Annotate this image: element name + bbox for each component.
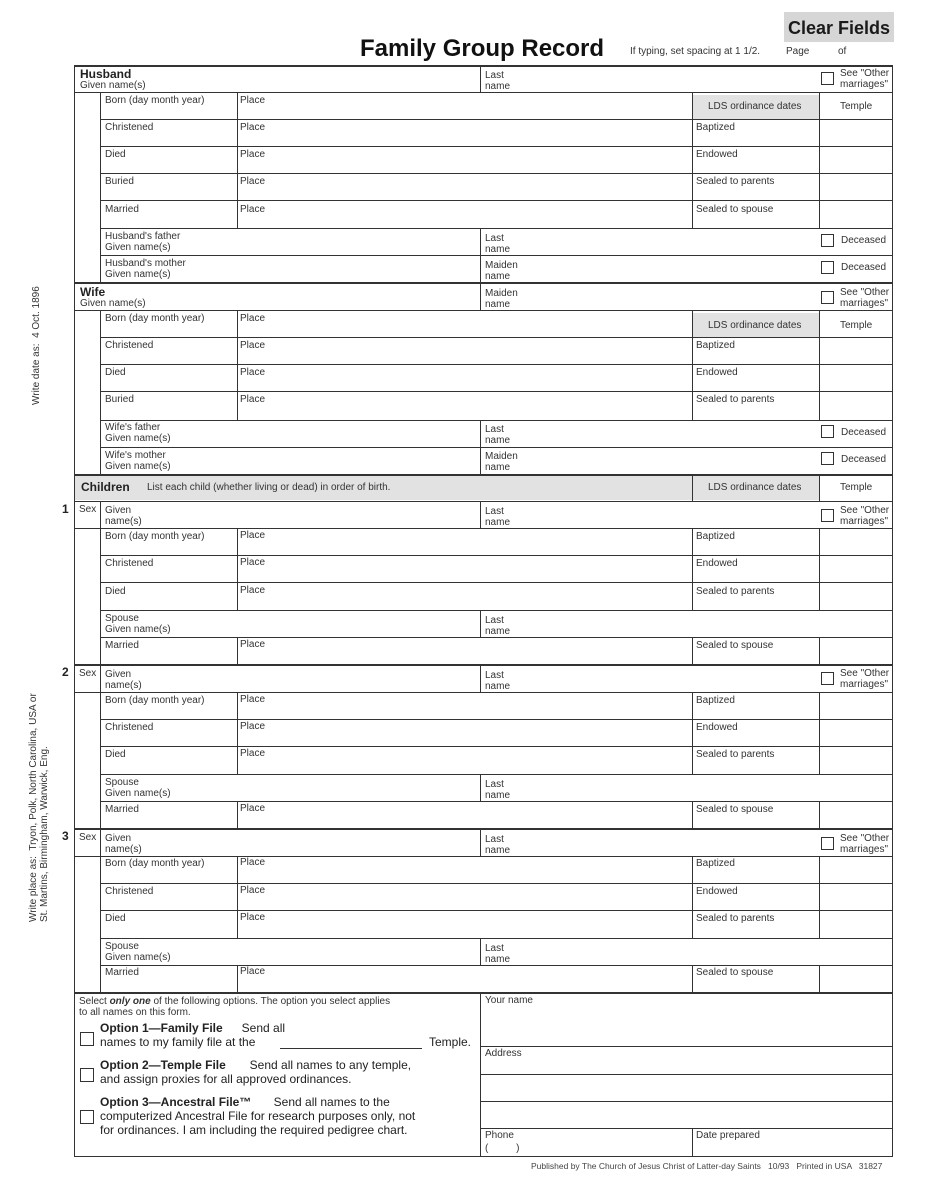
children-temple-label: Temple bbox=[840, 482, 873, 493]
child-2-christened-label: Christened bbox=[105, 722, 154, 733]
husband-name-divider bbox=[480, 66, 481, 92]
child-1-other-marriages-label: See "Other marriages" bbox=[840, 505, 890, 527]
children-heading: Children bbox=[81, 480, 130, 494]
child-1-born-label: Born (day month year) bbox=[105, 531, 205, 542]
child-2-spouse-label: Spouse Given name(s) bbox=[105, 777, 171, 799]
wife-other-marriages-checkbox[interactable] bbox=[821, 291, 834, 304]
child-3-baptized-label: Baptized bbox=[696, 858, 735, 869]
child-3-row2-line bbox=[100, 910, 892, 911]
child-1-given-label: Given name(s) bbox=[105, 505, 142, 527]
child-3-married-label: Married bbox=[105, 967, 139, 978]
children-instruction: List each child (whether living or dead) in order of birth. bbox=[147, 482, 391, 493]
child-3-ord-divider bbox=[692, 856, 693, 938]
child-3-married-divider bbox=[237, 965, 238, 992]
child-1-row3-line bbox=[100, 610, 892, 611]
child-3-died-place: Place bbox=[240, 912, 266, 923]
child-3-other-marriages-checkbox[interactable] bbox=[821, 837, 834, 850]
husband-buried-place: Place bbox=[240, 176, 266, 187]
child-1-baptized-label: Baptized bbox=[696, 531, 735, 542]
husband-temple-divider bbox=[819, 92, 820, 228]
child-1-temple-divider bbox=[819, 528, 820, 610]
child-2-baptized-label: Baptized bbox=[696, 695, 735, 706]
husband-buried-label: Buried bbox=[105, 176, 134, 187]
husband-row5-line bbox=[100, 228, 892, 229]
child-3-sealed-spouse-label: Sealed to spouse bbox=[696, 967, 774, 978]
wife-born-place: Place bbox=[240, 313, 266, 324]
your-name-label: Your name bbox=[485, 995, 533, 1006]
child-2-row2-line bbox=[100, 746, 892, 747]
child-3-spouse-label: Spouse Given name(s) bbox=[105, 941, 171, 963]
wife-buried-label: Buried bbox=[105, 394, 134, 405]
wife-mother-deceased-checkbox[interactable] bbox=[821, 452, 834, 465]
wife-father-last-label: Last name bbox=[485, 424, 511, 446]
child-2-last-label: Last name bbox=[485, 670, 511, 692]
child-1-died-place: Place bbox=[240, 585, 266, 596]
page-title: Family Group Record bbox=[360, 35, 605, 62]
option-3-checkbox[interactable] bbox=[80, 1110, 94, 1124]
husband-christened-place: Place bbox=[240, 122, 266, 133]
wife-baptized-label: Baptized bbox=[696, 340, 735, 351]
husband-given-label: Given name(s) bbox=[80, 80, 146, 91]
child-2-married-ord-divider bbox=[692, 801, 693, 828]
husband-row4-line bbox=[100, 200, 892, 201]
wife-father-deceased-label: Deceased bbox=[841, 427, 887, 438]
child-3-married-ord-divider bbox=[692, 965, 693, 992]
husband-sealed-spouse-label: Sealed to spouse bbox=[696, 204, 774, 215]
option-3-text-b: computerized Ancestral File for research purposes only, not bbox=[100, 1109, 416, 1123]
child-1-row2-line bbox=[100, 582, 892, 583]
husband-baptized-label: Baptized bbox=[696, 122, 735, 133]
child-2-name-divider bbox=[480, 665, 481, 692]
child-3-sex-label: Sex bbox=[79, 832, 97, 843]
option-3-title: Option 3—Ancestral File™ bbox=[100, 1095, 252, 1109]
husband-mother-deceased-checkbox[interactable] bbox=[821, 261, 834, 274]
child-2-bottom bbox=[74, 828, 892, 830]
child-2-married-temple-divider bbox=[819, 801, 820, 828]
child-1-died-label: Died bbox=[105, 586, 126, 597]
option-1-text-b: names to my family file at the bbox=[100, 1035, 256, 1049]
date-format-note: Write date as: 4 Oct. 1896 bbox=[31, 286, 42, 405]
child-1-born-place: Place bbox=[240, 530, 266, 541]
child-3-spouse-line bbox=[100, 965, 892, 966]
wife-buried-place: Place bbox=[240, 394, 266, 405]
husband-born-label: Born (day month year) bbox=[105, 95, 205, 106]
husband-given-field[interactable] bbox=[150, 67, 478, 89]
husband-last-field[interactable] bbox=[515, 67, 810, 89]
child-2-spouse-last-label: Last name bbox=[485, 779, 511, 801]
wife-mother-label: Wife's mother Given name(s) bbox=[105, 450, 171, 472]
option-2-text-a: Send all names to any temple, bbox=[243, 1058, 412, 1072]
wife-event-divider bbox=[237, 310, 238, 420]
child-3-temple-divider bbox=[819, 856, 820, 938]
child-1-spouse-divider bbox=[480, 610, 481, 637]
wife-lds-dates: LDS ordinance dates bbox=[708, 320, 802, 331]
husband-married-label: Married bbox=[105, 204, 139, 215]
husband-row2-line bbox=[100, 146, 892, 147]
child-2-died-place: Place bbox=[240, 748, 266, 759]
child-1-christened-label: Christened bbox=[105, 558, 154, 569]
contact-line-2 bbox=[480, 1074, 892, 1075]
page-label: Page bbox=[786, 46, 810, 57]
child-1-row1-line bbox=[100, 555, 892, 556]
child-2-ord-divider bbox=[692, 692, 693, 774]
wife-name-divider bbox=[480, 283, 481, 310]
child-3-event-divider bbox=[237, 856, 238, 938]
child-1-married-label: Married bbox=[105, 640, 139, 651]
child-1-event-divider bbox=[237, 528, 238, 610]
child-2-born-label: Born (day month year) bbox=[105, 695, 205, 706]
husband-father-label: Husband's father Given name(s) bbox=[105, 231, 181, 253]
address-field[interactable] bbox=[481, 1060, 891, 1126]
child-2-married-divider bbox=[237, 801, 238, 828]
child-2-sex-label: Sex bbox=[79, 668, 97, 679]
husband-endowed-label: Endowed bbox=[696, 149, 738, 160]
husband-other-marriages-label: See "Other marriages" bbox=[840, 68, 890, 90]
clear-fields-label: Clear Fields bbox=[788, 18, 891, 38]
child-3-born-place: Place bbox=[240, 857, 266, 868]
child-1-name-divider bbox=[480, 501, 481, 528]
wife-row4-line bbox=[100, 420, 892, 421]
husband-mother-maiden-label: Maiden name bbox=[485, 260, 518, 282]
husband-name-bottom bbox=[74, 92, 892, 93]
frame-bottom bbox=[74, 1156, 892, 1157]
children-lds-dates: LDS ordinance dates bbox=[708, 482, 802, 493]
husband-heading: Husband bbox=[80, 67, 132, 81]
husband-born-place: Place bbox=[240, 95, 266, 106]
wife-died-place: Place bbox=[240, 367, 266, 378]
child-2-other-marriages-label: See "Other marriages" bbox=[840, 668, 890, 690]
children-header-ord-divider bbox=[692, 475, 693, 501]
wife-row2-line bbox=[100, 364, 892, 365]
contact-line-3 bbox=[480, 1101, 892, 1102]
child-1-other-marriages-checkbox[interactable] bbox=[821, 509, 834, 522]
option-2-title: Option 2—Temple File bbox=[100, 1058, 226, 1072]
husband-row3-line bbox=[100, 173, 892, 174]
phone-date-divider bbox=[692, 1128, 693, 1156]
child-3-died-label: Died bbox=[105, 913, 126, 924]
wife-temple-label: Temple bbox=[840, 320, 873, 331]
child-2-christened-place: Place bbox=[240, 721, 266, 732]
child-2-other-marriages-checkbox[interactable] bbox=[821, 672, 834, 685]
child-1-ord-divider bbox=[692, 528, 693, 610]
husband-sealed-parents-label: Sealed to parents bbox=[696, 176, 775, 187]
child-1-spouse-label: Spouse Given name(s) bbox=[105, 613, 171, 635]
contact-line-4 bbox=[480, 1128, 892, 1129]
wife-christened-label: Christened bbox=[105, 340, 154, 351]
husband-lds-dates: LDS ordinance dates bbox=[708, 101, 802, 112]
child-3-spouse-last-label: Last name bbox=[485, 943, 511, 965]
husband-father-last-label: Last name bbox=[485, 233, 511, 255]
husband-event-divider bbox=[237, 92, 238, 228]
option-1-text-a: Send all bbox=[235, 1021, 286, 1035]
child-2-married-label: Married bbox=[105, 804, 139, 815]
child-1-spouse-line bbox=[100, 637, 892, 638]
wife-mother-deceased-label: Deceased bbox=[841, 454, 887, 465]
child-1-name-line bbox=[74, 528, 892, 529]
option-3-text-a: Send all names to the bbox=[267, 1095, 390, 1109]
child-2-married-place: Place bbox=[240, 803, 266, 814]
husband-mother-deceased-label: Deceased bbox=[841, 262, 887, 273]
husband-mother-label: Husband's mother Given name(s) bbox=[105, 258, 186, 280]
of-label: of bbox=[838, 46, 847, 57]
child-2-born-place: Place bbox=[240, 694, 266, 705]
wife-heading: Wife bbox=[80, 285, 106, 299]
option-1-temple-label: Temple. bbox=[429, 1035, 472, 1049]
husband-christened-label: Christened bbox=[105, 122, 154, 133]
phone-area-code[interactable]: ( ) bbox=[485, 1143, 520, 1154]
option-3-text-c: for ordinances. I am including the required pedigree chart. bbox=[100, 1123, 408, 1137]
child-2-event-divider bbox=[237, 692, 238, 774]
child-2-spouse-line bbox=[100, 801, 892, 802]
husband-father-deceased-label: Deceased bbox=[841, 235, 887, 246]
child-1-number: 1 bbox=[62, 502, 69, 516]
child-3-bottom bbox=[74, 992, 892, 994]
children-header-temple-divider bbox=[819, 475, 820, 501]
husband-father-line bbox=[100, 255, 892, 256]
typing-note: If typing, set spacing at 1 1/2. bbox=[630, 46, 761, 57]
child-2-name-line bbox=[74, 692, 892, 693]
husband-section-bottom bbox=[74, 282, 892, 284]
husband-died-place: Place bbox=[240, 149, 266, 160]
child-2-row3-line bbox=[100, 774, 892, 775]
child-3-married-temple-divider bbox=[819, 965, 820, 992]
wife-row3-line bbox=[100, 391, 892, 392]
date-prepared-label: Date prepared bbox=[696, 1130, 760, 1141]
contact-line-1 bbox=[480, 1046, 892, 1047]
child-1-bottom bbox=[74, 664, 892, 666]
husband-row1-line bbox=[100, 119, 892, 120]
child-3-last-label: Last name bbox=[485, 834, 511, 856]
husband-married-place: Place bbox=[240, 204, 266, 215]
options-intro: Select only one of the following options. The option you select applies to all names on this form. bbox=[79, 996, 391, 1018]
child-3-christened-place: Place bbox=[240, 885, 266, 896]
husband-last-label: Last name bbox=[485, 70, 511, 92]
child-3-row1-line bbox=[100, 883, 892, 884]
husband-died-label: Died bbox=[105, 149, 126, 160]
wife-row1-line bbox=[100, 337, 892, 338]
child-3-spouse-divider bbox=[480, 938, 481, 965]
husband-father-deceased-checkbox[interactable] bbox=[821, 234, 834, 247]
child-1-christened-place: Place bbox=[240, 557, 266, 568]
child-1-sealed-parents-label: Sealed to parents bbox=[696, 586, 775, 597]
child-2-row1-line bbox=[100, 719, 892, 720]
child-2-number: 2 bbox=[62, 665, 69, 679]
child-2-sealed-spouse-label: Sealed to spouse bbox=[696, 804, 774, 815]
wife-maiden-label: Maiden name bbox=[485, 288, 518, 310]
wife-father-label: Wife's father Given name(s) bbox=[105, 422, 171, 444]
child-1-spouse-last-label: Last name bbox=[485, 615, 511, 637]
child-2-sealed-parents-label: Sealed to parents bbox=[696, 749, 775, 760]
child-3-endowed-label: Endowed bbox=[696, 886, 738, 897]
place-format-note: Write place as: Tryon, Polk, North Carolina, USA or St. Martins, Birmingham, Warwick, Eng. bbox=[28, 693, 50, 922]
wife-sealed-parents-label: Sealed to parents bbox=[696, 394, 775, 405]
child-1-married-place: Place bbox=[240, 639, 266, 650]
child-3-born-label: Born (day month year) bbox=[105, 858, 205, 869]
frame-right bbox=[892, 65, 893, 1157]
address-label: Address bbox=[485, 1048, 522, 1059]
husband-other-marriages-checkbox[interactable] bbox=[821, 72, 834, 85]
child-3-christened-label: Christened bbox=[105, 886, 154, 897]
child-2-died-label: Died bbox=[105, 749, 126, 760]
child-1-last-label: Last name bbox=[485, 506, 511, 528]
child-3-sealed-parents-label: Sealed to parents bbox=[696, 913, 775, 924]
wife-born-label: Born (day month year) bbox=[105, 313, 205, 324]
child-3-row3-line bbox=[100, 938, 892, 939]
wife-died-label: Died bbox=[105, 367, 126, 378]
child-1-married-divider bbox=[237, 637, 238, 664]
child-1-sealed-spouse-label: Sealed to spouse bbox=[696, 640, 774, 651]
child-3-name-line bbox=[74, 856, 892, 857]
your-name-field[interactable] bbox=[481, 1008, 891, 1046]
child-3-given-label: Given name(s) bbox=[105, 833, 142, 855]
option-1-temple-line[interactable] bbox=[280, 1048, 422, 1049]
child-3-name-divider bbox=[480, 829, 481, 856]
children-header-bottom bbox=[74, 501, 892, 502]
child-1-sex-label: Sex bbox=[79, 504, 97, 515]
child-3-married-place: Place bbox=[240, 966, 266, 977]
wife-christened-place: Place bbox=[240, 340, 266, 351]
wife-other-marriages-label: See "Other marriages" bbox=[840, 287, 890, 309]
child-3-number: 3 bbox=[62, 829, 69, 843]
option-1-checkbox[interactable] bbox=[80, 1032, 94, 1046]
child-2-endowed-label: Endowed bbox=[696, 722, 738, 733]
phone-label: Phone bbox=[485, 1130, 514, 1141]
child-2-given-label: Given name(s) bbox=[105, 669, 142, 691]
publisher-footer: Published by The Church of Jesus Christ of Latter-day Saints 10/93 Printed in USA 31827 bbox=[531, 1161, 883, 1171]
wife-name-bottom bbox=[74, 310, 892, 311]
child-2-temple-divider bbox=[819, 692, 820, 774]
option-2-text-b: and assign proxies for all approved ordinances. bbox=[100, 1072, 352, 1086]
child-2-spouse-divider bbox=[480, 774, 481, 801]
option-1-title: Option 1—Family File bbox=[100, 1021, 223, 1035]
wife-father-line bbox=[100, 447, 892, 448]
wife-father-deceased-checkbox[interactable] bbox=[821, 425, 834, 438]
husband-inner-left bbox=[100, 92, 101, 282]
child-1-married-ord-divider bbox=[692, 637, 693, 664]
husband-temple-label: Temple bbox=[840, 101, 873, 112]
option-2-checkbox[interactable] bbox=[80, 1068, 94, 1082]
wife-given-label: Given name(s) bbox=[80, 298, 146, 309]
wife-inner-left bbox=[100, 310, 101, 474]
child-3-other-marriages-label: See "Other marriages" bbox=[840, 833, 890, 855]
wife-temple-divider bbox=[819, 310, 820, 420]
child-1-endowed-label: Endowed bbox=[696, 558, 738, 569]
child-1-married-temple-divider bbox=[819, 637, 820, 664]
clear-fields-button[interactable] bbox=[784, 12, 894, 42]
wife-mother-maiden-label: Maiden name bbox=[485, 451, 518, 473]
wife-endowed-label: Endowed bbox=[696, 367, 738, 378]
